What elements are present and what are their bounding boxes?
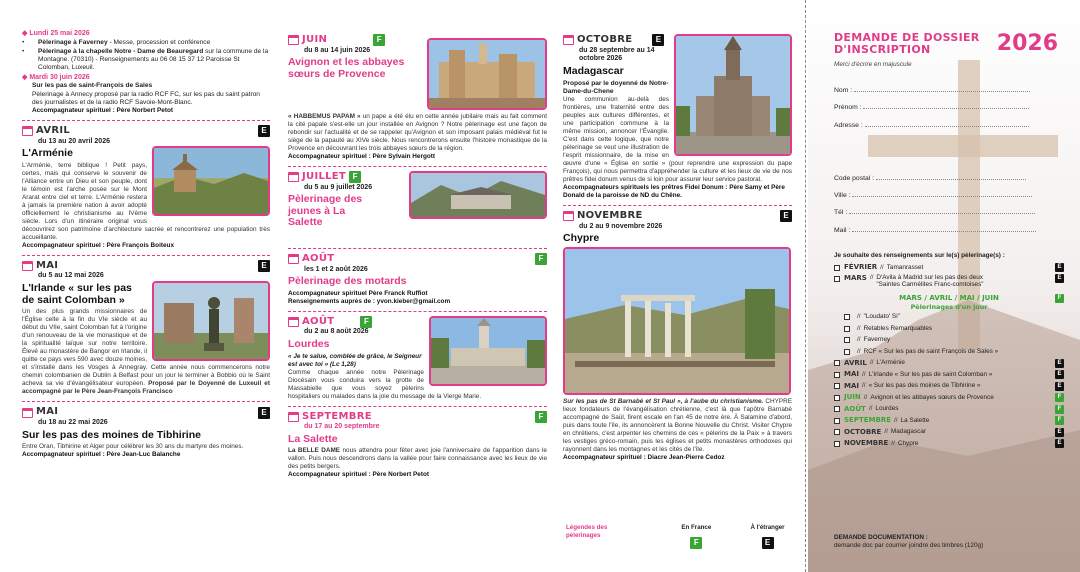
divider	[22, 401, 270, 402]
divider	[288, 248, 547, 249]
abroad-badge: E	[1055, 428, 1064, 437]
dates: du 17 au 20 septembre	[304, 423, 380, 431]
section-tibhirine	[22, 406, 270, 459]
dates: du 2 au 8 août 2026	[304, 328, 369, 336]
body-text: Entre Oran, Tibhirine et Alger pour célébrer les 30 ans du martyre des moines.	[22, 443, 244, 451]
section-title: La Salette	[288, 432, 338, 445]
form-title: DEMANDE DE DOSSIER D'INSCRIPTION	[834, 31, 980, 56]
month-label: JUILLET	[302, 171, 347, 182]
section-title: Pèlerinage des jeunes à La Salette	[288, 193, 363, 229]
calendar-icon	[22, 408, 33, 418]
address-field[interactable]: Adresse :	[834, 121, 1029, 130]
month-label: AOÛT	[302, 253, 335, 264]
irlande-photo	[152, 281, 270, 361]
body-text: L'Arménie, terre biblique ! Petit pays, certes, mais qui conserve le souvenir de l'Alliance entre un Dieu et son peuple, dont le témoin est l'arche posée sur le Mont Ararat entre ciel et terre. L'Arménie restera à jamais la première nation à avoir adopté officiellement le christianisme au IVème siècle. Lors d'un itinéraire original vous découvrirez son patrimoine d'architecture sacrée et rencontrerez une population très accueillante.	[22, 161, 270, 241]
question: Je souhaite des renseignements sur le(s) pèlerinage(s) :	[834, 252, 1005, 259]
dates: du 2 au 9 novembre 2026	[579, 222, 663, 230]
calendar-icon	[288, 35, 299, 45]
postal-code-field[interactable]: Code postal :	[834, 174, 1026, 183]
accompagnateur: Accompagnateur spirituel Père Franck Ruffiot	[288, 289, 428, 297]
checkbox[interactable]	[834, 265, 840, 271]
dates: du 13 au 20 avril 2026	[38, 137, 110, 145]
abroad-badge: E	[258, 407, 270, 419]
france-badge: F	[360, 316, 372, 328]
option-day[interactable]: // Faverney	[834, 335, 1064, 347]
section-title: L'Arménie	[22, 147, 73, 160]
legend-label: Légendes des pèlerinages	[566, 524, 608, 539]
checkbox[interactable]	[844, 337, 850, 343]
option-fevrier[interactable]: FÉVRIER // Tamanrasset E	[834, 262, 1064, 274]
info-text: Renseignements auprès de : yvon.kieber@gmail.com	[288, 297, 451, 305]
dates: du 5 au 9 juillet 2026	[304, 183, 373, 191]
month-label: NOVEMBRE	[577, 210, 643, 222]
france-badge: F	[690, 537, 702, 549]
abroad-badge: E	[1055, 263, 1064, 272]
date-line: ◆ Lundi 25 mai 2026	[22, 30, 90, 37]
checkbox[interactable]	[844, 314, 850, 320]
registration-form	[808, 0, 1080, 572]
checkbox[interactable]	[834, 441, 840, 447]
abroad-badge: E	[1055, 274, 1064, 283]
accompagnateur: Accompagnateur spirituel : Diacre Jean-Pierre Cedoz	[563, 453, 725, 461]
body-text: « HABBEMUS PAPAM » un pape a été élu en cette année jubilaire mais au fait comment la cité papale s'est-elle un jour installée en Avignon ? Notre pèlerinage est une façon de rebondir sur l'actualité et de se rappeler qu'Avignon et son imposant palais médiéval fut le siège de la papauté au XIVe siècle. Nous rencontrerons ensuite l'histoire monastique de la Provence en découvrant les trois abbayes sœurs de la région.	[288, 113, 547, 152]
option-aout[interactable]: AOÛT // Lourdes F	[834, 404, 1064, 416]
france-badge: F	[1055, 393, 1064, 402]
section-lourdes	[288, 316, 547, 401]
france-badge: F	[373, 34, 385, 46]
abroad-badge: E	[652, 34, 664, 46]
form-note: Merci d'écrire en majuscule	[834, 61, 912, 68]
avignon-photo	[427, 38, 547, 110]
intro-block	[22, 30, 270, 115]
column-3	[555, 0, 800, 572]
accompagnateur: Accompagnateur spirituel : Père Sylvain Hergott	[288, 153, 436, 160]
calendar-icon	[563, 211, 574, 221]
france-badge: F	[535, 411, 547, 423]
divider	[288, 406, 547, 407]
dates: du 28 septembre au 14 octobre 2026	[579, 46, 655, 63]
chypre-photo	[563, 247, 791, 395]
checkbox[interactable]	[834, 360, 840, 366]
abroad-badge: E	[762, 537, 774, 549]
section-title: Sur les pas des moines de Tibhirine	[22, 428, 201, 441]
calendar-icon	[22, 126, 33, 136]
section-salette-jeunes	[288, 171, 547, 243]
option-mai-tibhirine[interactable]: MAI // « Sur les pas des moines de Tibhirine » E	[834, 381, 1064, 393]
section-irlande	[22, 260, 270, 396]
documentation-request: DEMANDE DOCUMENTATION : demande doc par courrier joindre des timbres (120g)	[834, 534, 984, 550]
divider	[22, 120, 270, 121]
section-avignon	[288, 34, 547, 161]
france-badge: F	[1055, 405, 1064, 414]
section-chypre	[563, 210, 792, 462]
abroad-badge: E	[1055, 370, 1064, 379]
calendar-icon	[288, 254, 299, 264]
list-item: • Pèlerinage à Faverney - Messe, procession et conférence	[22, 39, 270, 47]
body-text: Une communion au-delà des frontières, une fraternité entre des peuples aux cultures différentes, et une participation commune à la même mission, annoncer l'Évangile. C'est dans cette logique, que notre pèlerinage se veut une illustration de l'esprit missionnaire, de la mise en œuvre d'une « Église en sortie » (pour reprendre une expression du pape François), qui nous permettra d'appréhender la culture et les lieux de vie de nos prêtres fidei donum venus de si loin pour assurer leur service pastoral.	[563, 96, 792, 184]
body-text: Un des plus grands missionnaires de l'Église celte à la fin du VIe siècle et au début du VIIe, saint Colomban fut à l'origine d'un renouveau de la vie monastique et de la spiritualité laïque sur notre territoire. Élevé au monastère de Bangor en Irlande, il quitte ce pays vers 590 avec douze moines, et s'installe dans les Vosges à Annegray. Cette année nous commencerons notre chemin colombanien de Dublin à Belfast pour un jour le terminer à Bobbio où le Saint acheva sa vie d'évangélisateur européen. Proposé par le Doyenné de Luxeuil et accompagné par le Père Jean-François Francisco	[22, 308, 270, 396]
month-label: OCTOBRE	[577, 34, 633, 45]
accompagnateur: Accompagnateur spirituel : Père Norbert Petot	[32, 107, 173, 115]
legend-france: En France	[681, 524, 712, 531]
option-day[interactable]: // "Loudato' Si"	[834, 312, 1064, 324]
section-salette	[288, 411, 547, 480]
armenie-photo	[152, 146, 270, 216]
option-mai-irlande[interactable]: MAI // L'Irlande « Sur les pas de saint Colomban » E	[834, 369, 1064, 381]
body-text: Comme chaque année notre Pèlerinage Diocésain vous conduira vers la grotte de Massabielle que vous soyez pèlerins hospitaliers ou malades dans la joie du message de la Vierge Marie.	[288, 368, 482, 400]
calendar-icon	[563, 35, 574, 45]
option-avril[interactable]: AVRIL // L'Arménie E	[834, 358, 1064, 370]
option-septembre[interactable]: SEPTEMBRE // La Salette F	[834, 415, 1064, 427]
abroad-badge: E	[1055, 439, 1064, 448]
form-year: 2026	[996, 31, 1058, 56]
checkbox[interactable]	[844, 349, 850, 355]
legend-abroad: À l'étranger	[750, 524, 785, 531]
month-label: SEPTEMBRE	[302, 410, 372, 422]
option-day[interactable]: // Retables Remarquables	[834, 323, 1064, 335]
abroad-badge: E	[1055, 359, 1064, 368]
option-octobre[interactable]: OCTOBRE // Madagascar E	[834, 427, 1064, 439]
divider	[22, 255, 270, 256]
firstname-field[interactable]: Prénom :	[834, 103, 1029, 112]
checkbox[interactable]	[834, 406, 840, 412]
day-header: MARS / AVRIL / MAI / JUIN F	[834, 294, 1064, 303]
france-badge: F	[535, 253, 547, 265]
france-badge: F	[1055, 416, 1064, 425]
option-mars[interactable]: MARS // D'Avila à Madrid sur les pas des deux "Saintes Carmélites Franc-comtoises" E	[834, 274, 1064, 294]
day-subheader: Pèlerinages d'un jour	[910, 303, 988, 311]
month-label: AOÛT	[302, 315, 335, 327]
salette-photo	[409, 171, 547, 219]
subtitle: Sur les pas de saint-François de Sales	[32, 82, 153, 90]
calendar-icon	[288, 172, 299, 182]
divider	[288, 311, 547, 312]
calendar-icon	[288, 412, 299, 422]
month-label: MAI	[36, 406, 59, 418]
calendar-icon	[288, 317, 299, 327]
section-title: Avignon et les abbayes sœurs de Provence	[288, 56, 405, 80]
legend	[566, 524, 796, 549]
accompagnateur: Accompagnateurs spirituels les prêtres Fidei Donum : Père Samy et Père Donald de la paroisse de ND du Chêne.	[563, 184, 785, 200]
accompagnateur: Accompagnateur spirituel : Père François Boiteux	[22, 241, 174, 249]
option-day[interactable]: // RCF « Sur les pas de saint François de Sales »	[834, 346, 1064, 358]
section-motards	[288, 253, 547, 306]
accompagnateur: Accompagnateur spirituel : Père Norbert Petot	[288, 471, 429, 479]
body-text: Sur les pas de St Barnabé et St Paul », à l'aube du christianisme. CHYPRE lieux fondateurs de l'évangélisation chrétienne, c'est là que l'apôtre Barnabé accompagné de Saül, firent escale en l'an 45 de notre ère. À Salamine d'abord, puis dans toute l'île, ils annoncèrent la Bonne Nouvelle du Christ. Visiter Chypre en chrétiens, c'est arpenter les chemins de ces « pèlerins de la Paix » à travers les vestiges gréco-romain, puis les églises et petits monastères orthodoxes qui rayonnent dans les montagnes et les cités de l'île.	[563, 397, 792, 453]
dates: du 8 au 14 juin 2026	[304, 46, 371, 54]
checkbox[interactable]	[844, 326, 850, 332]
section-armenie	[22, 125, 270, 250]
section-title: L'Irlande « sur les pas de saint Colomban »	[22, 282, 132, 306]
date-line: ◆ Mardi 30 juin 2026	[22, 73, 90, 81]
section-title: Pèlerinage des motards	[288, 275, 407, 288]
name-field[interactable]: Nom :	[834, 86, 1030, 95]
month-label: MAI	[36, 259, 59, 271]
dates: du 5 au 12 mai 2026	[38, 272, 104, 280]
abroad-badge: E	[780, 210, 792, 222]
divider	[288, 166, 547, 167]
checkbox[interactable]	[834, 276, 840, 282]
france-badge: F	[349, 171, 361, 183]
list-item: • Pèlerinage à la chapelle Notre - Dame de Beauregard sur la commune de la Montagne. (70310) - Renseignements au 06 08 15 37 12 Paroisse St Colomban, Luxeuil.	[22, 48, 270, 73]
checkbox[interactable]	[834, 383, 840, 389]
section-title: Madagascar	[563, 65, 624, 77]
subtitle: Proposé par le doyenné de Notre-Dame-du-Chene	[563, 79, 669, 95]
column-2	[280, 0, 555, 572]
calendar-icon	[22, 261, 33, 271]
column-1	[0, 0, 280, 572]
madagascar-photo	[674, 34, 792, 156]
lourdes-photo	[429, 316, 547, 386]
abroad-badge: E	[258, 260, 270, 272]
checkbox[interactable]	[834, 372, 840, 378]
quote: « Je te salue, comblée de grâce, le Seigneur est avec toi » (Lc 1,28)	[288, 352, 422, 368]
section-title: Chypre	[563, 232, 600, 245]
accompagnateur: Accompagnateur spirituel : Père Jean-Luc Balanche	[22, 451, 181, 459]
divider	[563, 205, 792, 206]
body-text: La BELLE DAME nous attendra pour fêter avec joie l'anniversaire de l'apparition dans le vallon. Puis nous descendrons dans la vallée pour faire connaissance avec les lieux de vie des petits bergers.	[288, 447, 547, 471]
month-label: JUIN	[302, 34, 328, 45]
city-field[interactable]: Ville :	[834, 191, 1032, 200]
body-text: Pèlerinage à Annecy proposé par la radio RCF FC, sur les pas du saint patron des journalistes et de la radio RCF Savoie-Mont-Blanc.	[32, 90, 260, 106]
section-title: Lourdes	[288, 338, 330, 351]
cut-line	[805, 0, 806, 572]
mail-field[interactable]: Mail :	[834, 226, 1036, 235]
checkbox[interactable]	[834, 395, 840, 401]
options-list	[834, 262, 1064, 450]
option-novembre[interactable]: NOVEMBRE // Chypre E	[834, 438, 1064, 450]
dates: les 1 et 2 août 2026	[304, 265, 368, 273]
abroad-badge: E	[1055, 382, 1064, 391]
phone-field[interactable]: Tél :	[834, 208, 1035, 217]
france-badge: F	[1055, 294, 1064, 303]
abroad-badge: E	[258, 125, 270, 137]
month-label: AVRIL	[36, 125, 71, 137]
dates: du 18 au 22 mai 2026	[38, 418, 108, 426]
checkbox[interactable]	[834, 429, 840, 435]
option-juin[interactable]: JUIN // Avignon et les abbayes sœurs de Provence F	[834, 392, 1064, 404]
checkbox[interactable]	[834, 418, 840, 424]
section-madagascar	[563, 34, 792, 200]
